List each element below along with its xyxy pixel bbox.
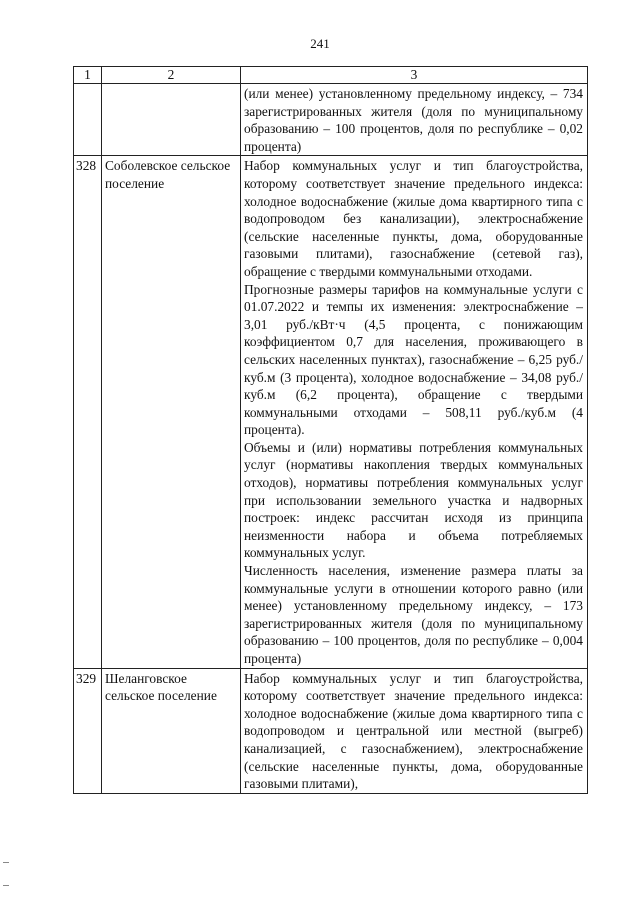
- tariff-table: [73, 66, 588, 794]
- table-row: [74, 156, 588, 668]
- paragraph: Набор коммунальных услуг и тип благоустройства, которому соответствует значение предельного индекса: холодное водоснабжение (жилые дома квартирного типа с водопроводом без канализации), электроснабжение (сельские населенные пункты, дома, оборудованные газовыми плитами), газоснабжение (сетевой газ), обращение с твердыми коммунальными отходами.: [244, 158, 583, 279]
- table-row: [74, 84, 588, 156]
- row-description: [241, 156, 588, 668]
- paragraph: Набор коммунальных услуг и тип благоустройства, которому соответствует значение предельного индекса: холодное водоснабжение (жилые дома квартирного типа с водопроводом и центральной или местной (выгреб) канализацией, с газоснабжением), электроснабжение (сельские населенные пункты, дома, оборудованные газовыми плитами),: [244, 670, 583, 792]
- row-number: 328: [74, 156, 102, 668]
- settlement-name: Соболевское сельское поселение: [102, 156, 241, 668]
- row-description: [241, 84, 588, 156]
- header-col-2: 2: [102, 67, 241, 84]
- table-header-row: [74, 67, 588, 84]
- header-col-1: 1: [74, 67, 102, 84]
- settlement-name: Шеланговское сельское поселение: [102, 668, 241, 793]
- table-row: [74, 668, 588, 793]
- paragraph: Численность населения, изменение размера платы за коммунальные услуги в отношении которого равно (или менее) установленному предельному индексу, – 173 зарегистрированных жителя (доля по муниципальному образованию – 100 процентов, доля по республике – 0,004 процента): [244, 563, 583, 666]
- page-number: 241: [310, 36, 330, 51]
- paragraph: (или менее) установленному предельному индексу, – 734 зарегистрированных жителя (доля по муниципальному образованию – 100 процентов, доля по республике – 0,02 процента): [244, 86, 583, 154]
- settlement-name: [102, 84, 241, 156]
- paragraph: Объемы и (или) нормативы потребления коммунальных услуг (нормативы накопления твердых коммунальных отходов), нормативы потребления коммунальных услуг при использовании земельного участка и надворных построек: индекс рассчитан исходя из принципа неизменности набора и объема потребляемых коммунальных услуг.: [244, 439, 583, 561]
- scan-mark: [3, 885, 9, 886]
- paragraph: Прогнозные размеры тарифов на коммунальные услуги с 01.07.2022 и темпы их изменения: электроснабжение – 3,01 руб./кВт·ч (4,5 процента, с понижающим коэффициентом 0,7 для населения, проживающего в сельских населенных пунктах), газоснабжение – 6,25 руб./куб.м (3 процента), холодное водоснабжение – 34,08 руб./куб.м (6,2 процента), обращение с твердыми коммунальными отходами – 508,11 руб./куб.м (4 процента).: [244, 281, 583, 438]
- row-number: 329: [74, 668, 102, 793]
- row-number: [74, 84, 102, 156]
- row-description: [241, 668, 588, 793]
- header-col-3: 3: [241, 67, 588, 84]
- scan-mark: [3, 862, 9, 863]
